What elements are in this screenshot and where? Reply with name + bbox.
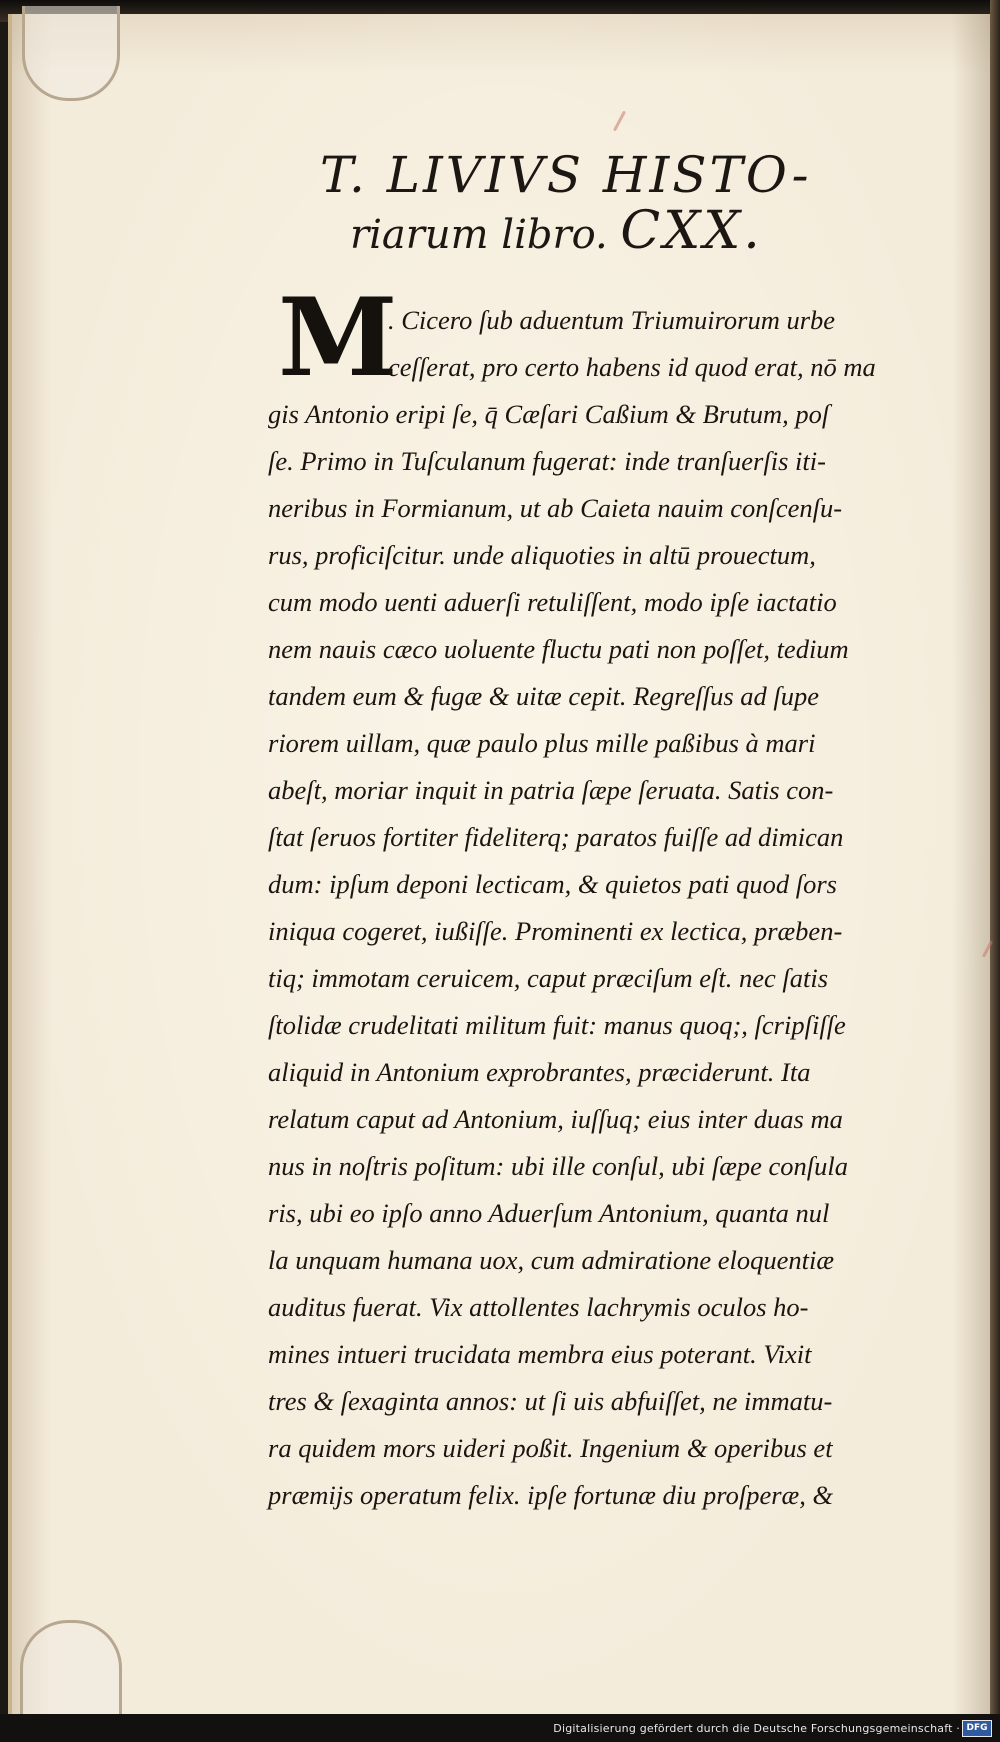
dfg-logo: DFG xyxy=(962,1720,992,1737)
text-line: rus, proficiſcitur. unde aliquoties in altū prouectum, xyxy=(268,540,816,570)
text-line: nus in noſtris poſitum: ubi ille conſul, ubi ſæpe conſula xyxy=(268,1151,849,1181)
text-line: nem nauis cæco uoluente fluctu pati non poſſet, tedium xyxy=(268,634,849,664)
text-line: relatum caput ad Antonium, iuſſuq; eius inter duas ma xyxy=(268,1104,843,1134)
drop-cap: M xyxy=(278,275,398,401)
title-line-2 xyxy=(350,201,900,261)
text-line: tiq; immotam ceruicem, caput præciſum eſt. nec ſatis xyxy=(268,963,829,993)
text-line: ſe. Primo in Tuſculanum fugerat: inde tranſuerſis iti- xyxy=(268,446,826,476)
text-line: mines intueri trucidata membra eius poterant. Vixit xyxy=(268,1339,812,1369)
title-book-numeral: CXX. xyxy=(620,201,763,261)
text-line: ra quidem mors uideri poßit. Ingenium & operibus et xyxy=(268,1433,833,1463)
attribution-footer xyxy=(0,1714,1000,1742)
text-line: neribus in Formianum, ut ab Caieta nauim conſcenſu- xyxy=(268,493,843,523)
text-line: tres & ſexaginta annos: ut ſi uis abfuiſſet, ne immatu- xyxy=(268,1386,833,1416)
text-line: . Cicero ſub aduentum Triumuirorum urbe xyxy=(388,305,836,335)
page-clip-top xyxy=(22,6,120,101)
page-clip-bottom xyxy=(20,1620,122,1719)
text-line: præmijs operatum felix. ipſe fortunæ diu proſperæ, & xyxy=(268,1480,834,1510)
chapter-title xyxy=(240,145,900,261)
text-line: la unquam humana uox, cum admiratione eloquentiæ xyxy=(268,1245,835,1275)
text-line: ris, ubi eo ipſo anno Aduerſum Antonium, quanta nul xyxy=(268,1198,830,1228)
text-line: aliquid in Antonium exprobrantes, præciderunt. Ita xyxy=(268,1057,811,1087)
text-line: ceſſerat, pro certo habens id quod erat, nō ma xyxy=(388,352,876,382)
text-line: ſtat ſeruos fortiter fideliterq; paratos fuiſſe ad dimican xyxy=(268,822,844,852)
text-line: abeſt, moriar inquit in patria ſæpe ſeruata. Satis con- xyxy=(268,775,834,805)
funding-notice: Digitalisierung gefördert durch die Deutsche Forschungsgemeinschaft · xyxy=(553,1722,960,1735)
text-line: dum: ipſum deponi lecticam, & quietos pati quod ſors xyxy=(268,869,837,899)
text-line: cum modo uenti aduerſi retuliſſent, modo ipſe iactatio xyxy=(268,587,837,617)
text-line: tandem eum & fugæ & uitæ cepit. Regreſſus ad ſupe xyxy=(268,681,820,711)
text-line: gis Antonio eripi ſe, q̄ Cæſari Caßium & Brutum, poſ xyxy=(268,399,830,429)
text-line: auditus fuerat. Vix attollentes lachrymis oculos ho- xyxy=(268,1292,809,1322)
title-line-1: T. LIVIVS HISTO- xyxy=(320,146,812,204)
title-line-2-text: riarum libro. xyxy=(350,212,608,258)
text-line: ſtolidæ crudelitati militum fuit: manus quoq;, ſcripſiſſe xyxy=(268,1010,846,1040)
text-line: riorem uillam, quæ paulo plus mille paßibus à mari xyxy=(268,728,816,758)
text-line: iniqua cogeret, iußiſſe. Prominenti ex lectica, præben- xyxy=(268,916,843,946)
scan-right-edge xyxy=(990,0,1000,1742)
